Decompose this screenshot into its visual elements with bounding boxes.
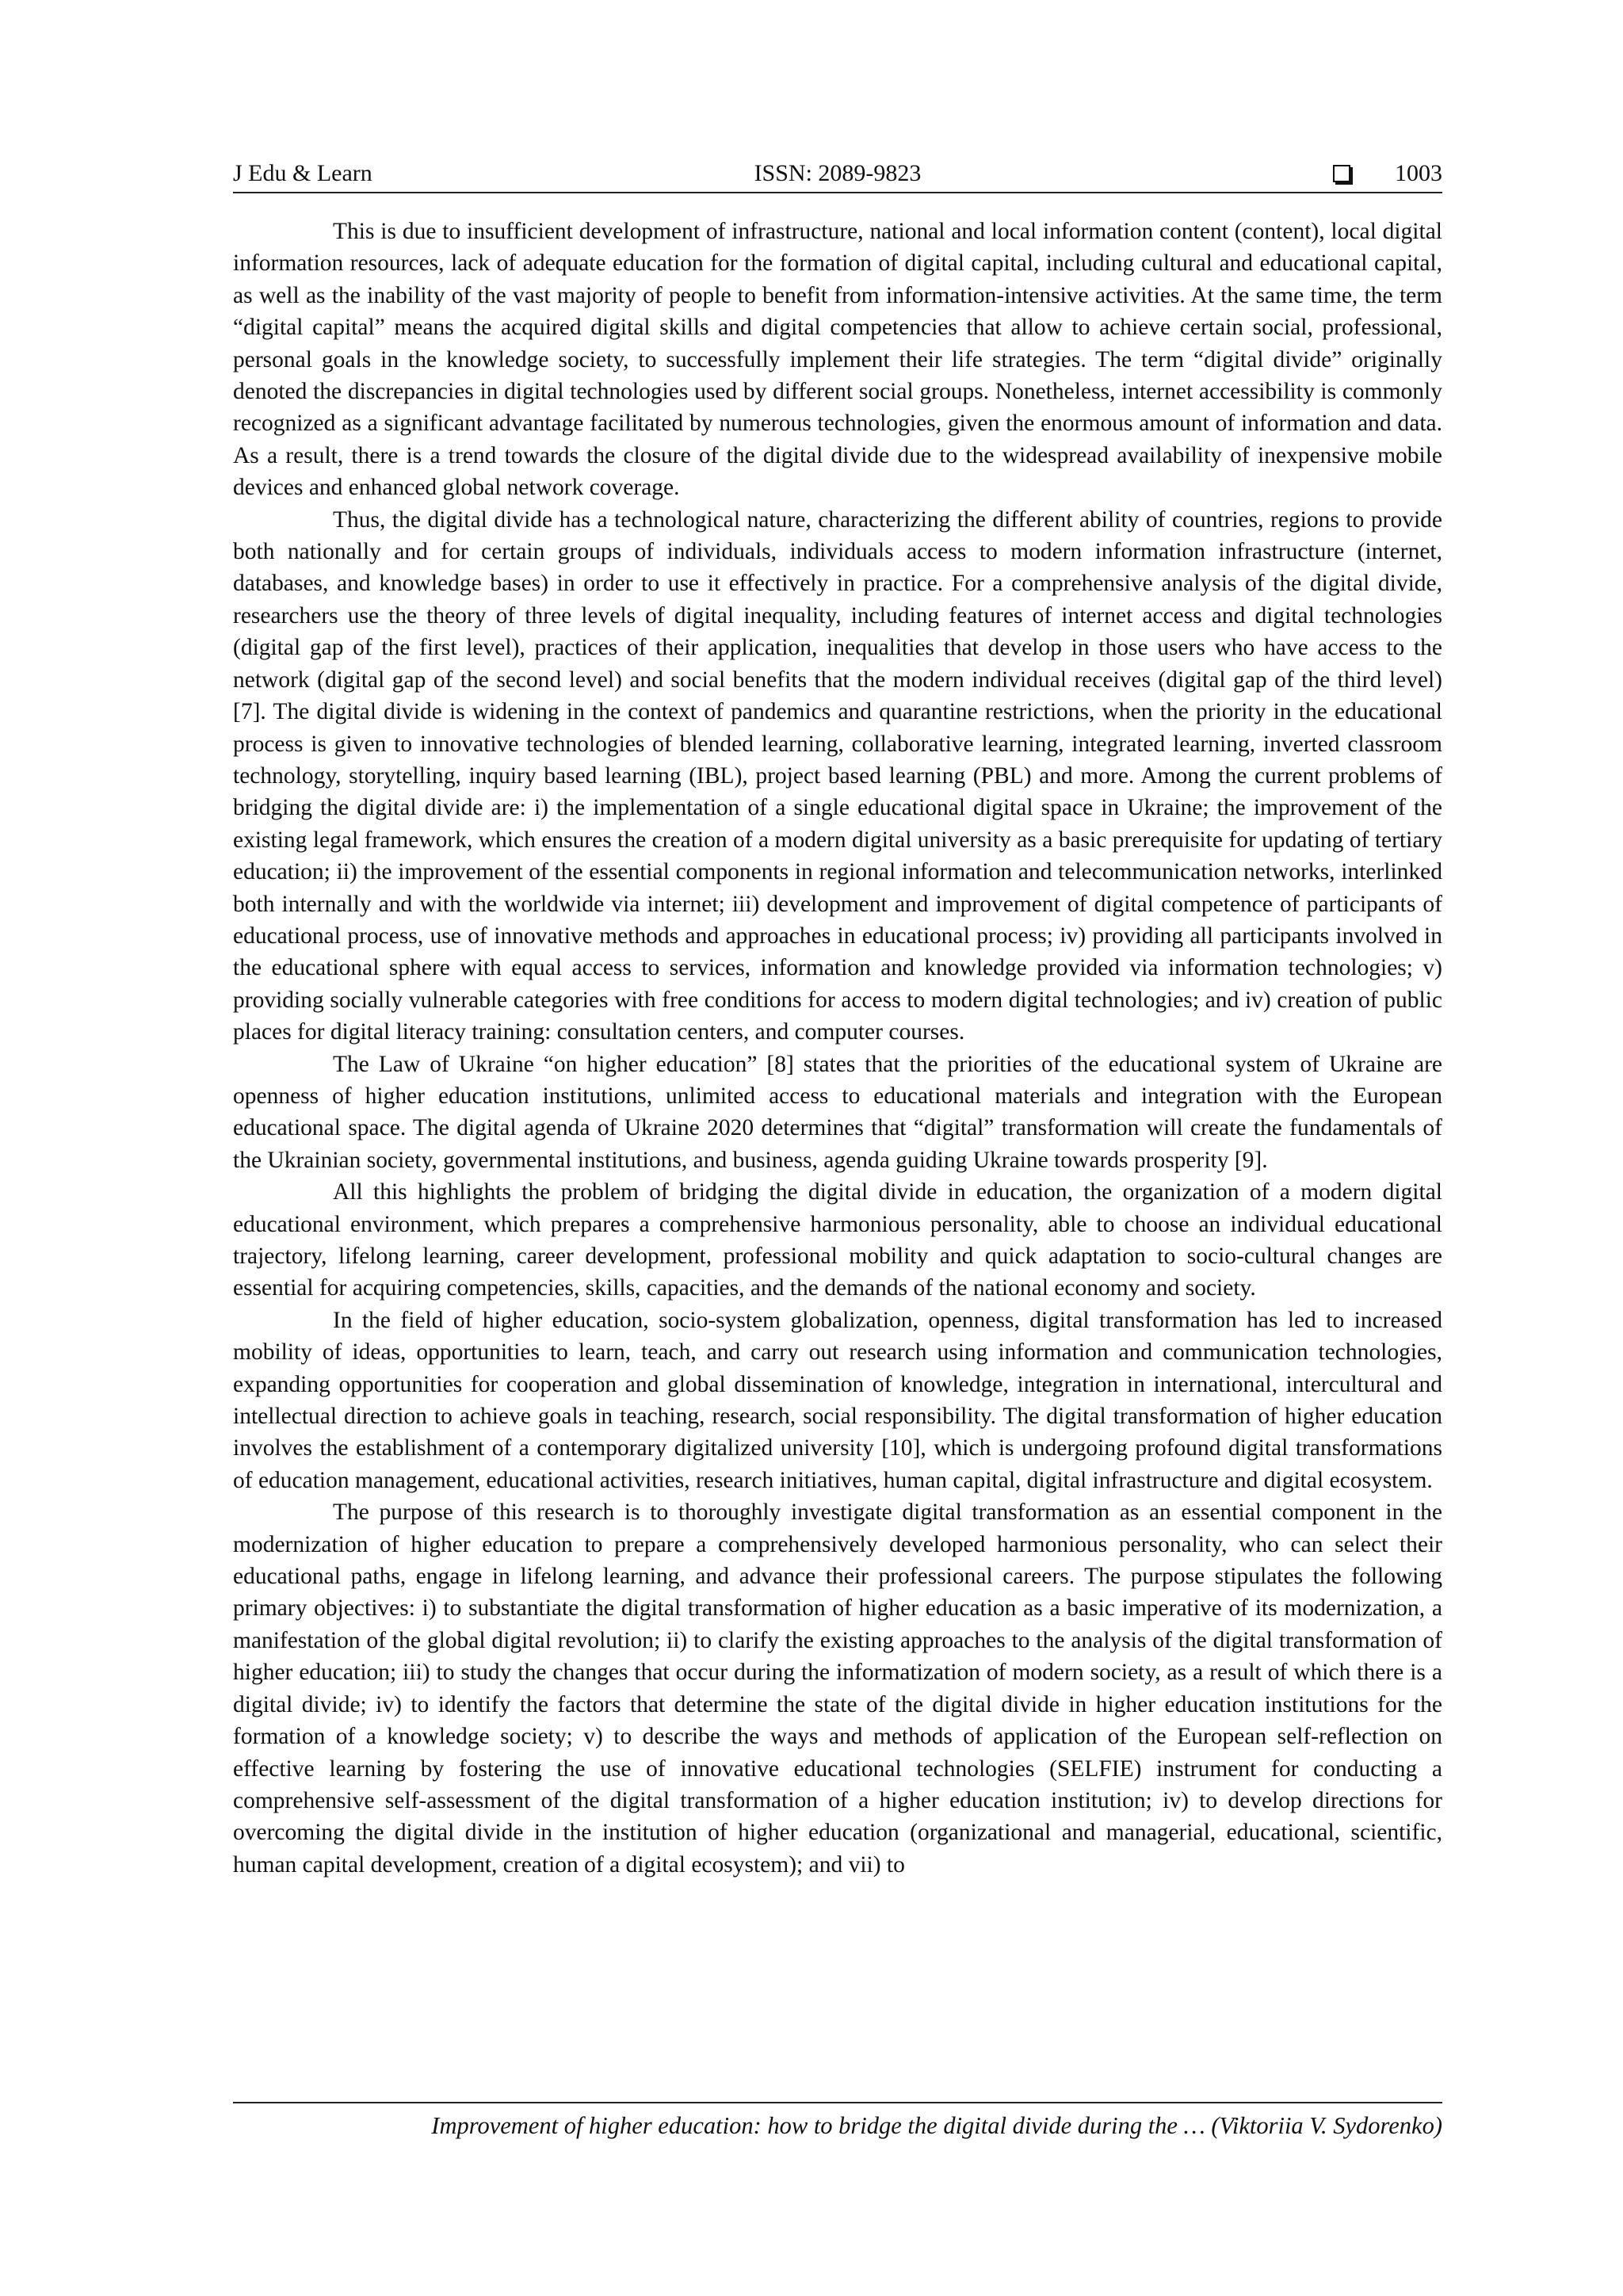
paper-page bbox=[233, 0, 1442, 2296]
paragraph-4: All this highlights the problem of bridging the digital divide in education, the organization of a modern digital educational environment, which prepares a comprehensive harmonious personality, able to choose an individual educational trajectory, lifelong learning, career development, professional mobility and quick adaptation to socio-cultural changes are essential for acquiring competencies, skills, capacities, and the demands of the national economy and society. bbox=[233, 1179, 1442, 1301]
page-number-group bbox=[1333, 155, 1442, 192]
journal-name: J Edu & Learn bbox=[233, 160, 372, 186]
running-title: Improvement of higher education: how to bridge the digital divide during the … (Viktoriia V. Sydorenko) bbox=[431, 2112, 1442, 2139]
paragraph-3: The Law of Ukraine “on higher education” [8] states that the priorities of the educational system of Ukraine are openness of higher education institutions, unlimited access to educational materials and integration with the European educational space. The digital agenda of Ukraine 2020 determines that “digital” transformation will create the fundamentals of the Ukrainian society, governmental institutions, and business, agenda guiding Ukraine towards prosperity [9]. bbox=[233, 1051, 1442, 1173]
page-number: 1003 bbox=[1395, 160, 1442, 186]
paragraph-5: In the field of higher education, socio-system globalization, openness, digital transformation has led to increased mobility of ideas, opportunities to learn, teach, and carry out research using information and communication technologies, expanding opportunities for cooperation and global dissemination of knowledge, integration in international, intercultural and intellectual direction to achieve goals in teaching, research, social responsibility. The digital transformation of higher education involves the establishment of a contemporary digitalized university [10], which is undergoing profound digital transformations of education management, educational activities, research initiatives, human capital, digital infrastructure and digital ecosystem. bbox=[233, 1307, 1442, 1493]
paragraph-2: Thus, the digital divide has a technological nature, characterizing the different ability of countries, regions to provide both nationally and for certain groups of individuals, individuals access to modern information infrastructure (internet, databases, and knowledge bases) in order to use it effectively in practice. For a comprehensive analysis of the digital divide, researchers use the theory of three levels of digital inequality, including features of internet access and digital technologies (digital gap of the first level), practices of their application, inequalities that develop in those users who have access to the network (digital gap of the second level) and social benefits that the modern individual receives (digital gap of the third level) [7]. The digital divide is widening in the context of pandemics and quarantine restrictions, when the priority in the educational process is given to innovative technologies of blended learning, collaborative learning, integrated learning, inverted classroom technology, storytelling, inquiry based learning (IBL), project based learning (PBL) and more. Among the current problems of bridging the digital divide are: i) the implementation of a single educational digital space in Ukraine; the improvement of the existing legal framework, which ensures the creation of a modern digital university as a basic prerequisite for updating of tertiary education; ii) the improvement of the essential components in regional information and telecommunication networks, interlinked both internally and with the worldwide via internet; iii) development and improvement of digital competence of participants of educational process, use of innovative methods and approaches in educational process; iv) providing all participants involved in the educational sphere with equal access to services, information and knowledge provided via information technologies; v) providing socially vulnerable categories with free conditions for access to modern digital technologies; and iv) creation of public places for digital literacy training: consultation centers, and computer courses. bbox=[233, 506, 1442, 1045]
page-header bbox=[233, 155, 1442, 192]
square-box-icon bbox=[1333, 165, 1350, 182]
footer-divider bbox=[233, 2102, 1442, 2103]
paragraph-1: This is due to insufficient development of infrastructure, national and local information content (content), local digital information resources, lack of adequate education for the formation of digital capital, including cultural and educational capital, as well as the inability of the vast majority of people to benefit from information-intensive activities. At the same time, the term “digital capital” means the acquired digital skills and digital competencies that allow to achieve certain social, professional, personal goals in the knowledge society, to successfully implement their life strategies. The term “digital divide” originally denoted the discrepancies in digital technologies used by different social groups. Nonetheless, internet accessibility is commonly recognized as a significant advantage facilitated by numerous technologies, given the enormous amount of information and data. As a result, there is a trend towards the closure of the digital divide due to the widespread availability of inexpensive mobile devices and enhanced global network coverage. bbox=[233, 219, 1442, 501]
paragraph-6: The purpose of this research is to thoroughly investigate digital transformation as an essential component in the modernization of higher education to prepare a comprehensively developed harmonious personality, who can select their educational paths, engage in lifelong learning, and advance their professional careers. The purpose stipulates the following primary objectives: i) to substantiate the digital transformation of higher education as a basic imperative of its modernization, a manifestation of the global digital revolution; ii) to clarify the existing approaches to the analysis of the digital transformation of higher education; iii) to study the changes that occur during the informatization of modern society, as a result of which there is a digital divide; iv) to identify the factors that determine the state of the digital divide in higher education institutions for the formation of a knowledge society; v) to describe the ways and methods of application of the European self-reflection on effective learning by fostering the use of innovative educational technologies (SELFIE) instrument for conducting a comprehensive self-assessment of the digital transformation of a higher education institution; iv) to develop directions for overcoming the digital divide in the institution of higher education (organizational and managerial, educational, scientific, human capital development, creation of a digital ecosystem); and vii) to bbox=[233, 1499, 1442, 1878]
issn-label: ISSN: 2089-9823 bbox=[754, 160, 922, 186]
body-text bbox=[233, 216, 1442, 1881]
header-divider bbox=[233, 192, 1442, 193]
